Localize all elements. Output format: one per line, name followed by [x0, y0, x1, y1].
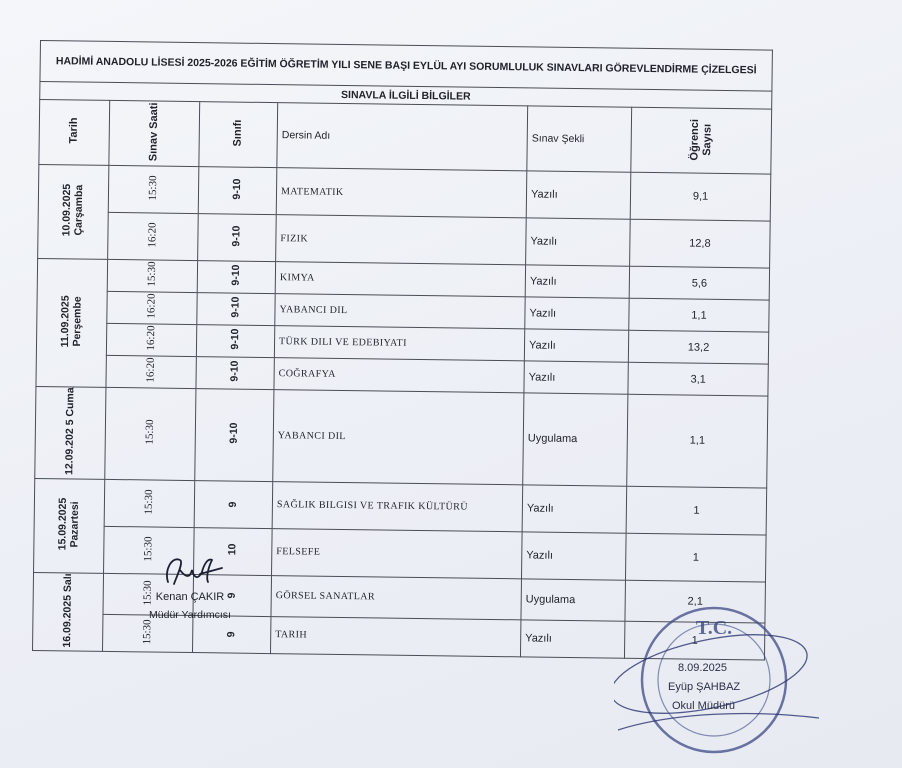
header-course: Dersin Adı [277, 103, 528, 171]
class-cell: 9 [226, 592, 239, 599]
section-heading: SINAVLA İLGİLİ BİLGİLER [40, 82, 772, 110]
time-cell: 15:30 [141, 619, 154, 645]
document-title: HADİMİ ANADOLU LİSESİ 2025-2026 EĞİTİM ÖĞRETİM YILI SENE BAŞI EYLÜL AYI SORUMLULUK SINAVLARI GÖREVLENDİRME ÇİZELGESİ [40, 41, 773, 92]
time-cell: 15:30 [145, 261, 159, 288]
date-cell: 11.09.2025 Perşembe [36, 258, 108, 387]
course-cell: YABANCI DIL [273, 390, 524, 485]
type-cell: Yazılı [526, 218, 631, 266]
time-cell: 16:20 [145, 325, 158, 352]
class-cell: 9-10 [230, 264, 243, 287]
handwritten-signature [150, 548, 230, 590]
type-cell: Yazılı [521, 531, 626, 579]
course-cell: SAĞLIK BILGISI VE TRAFIK KÜLTÜRÜ [272, 481, 523, 531]
count-cell: 1 [624, 621, 765, 659]
header-count: Öğrenci Sayısı [631, 107, 772, 174]
count-cell: 1,1 [629, 298, 769, 332]
class-cell: 9-10 [229, 328, 242, 351]
course-cell: MATEMATIK [276, 168, 527, 218]
header-class: Sınıfı [199, 102, 278, 168]
course-cell: GÖRSEL SANATLAR [271, 575, 522, 620]
count-cell: 13,2 [628, 330, 768, 364]
count-cell: 1,1 [627, 394, 768, 487]
course-cell: COĞRAFYA [274, 358, 524, 393]
course-cell: KIMYA [275, 262, 525, 297]
class-cell: 9 [225, 631, 238, 638]
header-date: Tarih [39, 100, 110, 166]
principal-stamp [614, 600, 824, 760]
table-row [35, 386, 768, 487]
class-cell: 9-10 [228, 422, 241, 444]
principal-name: Eyüp ŞAHBAZ [668, 681, 741, 693]
type-cell: Yazılı [524, 361, 628, 394]
course-cell: TÜRK DILI VE EDEBIYATI [274, 326, 524, 361]
type-cell: Yazılı [526, 171, 631, 219]
vice-principal-name: Kenan ÇAKIR [155, 591, 225, 603]
type-cell: Uygulama [521, 578, 626, 621]
class-cell: 9-10 [230, 225, 244, 247]
time-cell: 16:20 [145, 293, 158, 320]
vice-principal-role: Müdür Yardımcısı [149, 609, 231, 621]
principal-role: Okul Müdürü [672, 700, 735, 712]
count-cell: 1 [625, 533, 766, 582]
official-seal-icon [614, 600, 824, 760]
count-cell: 9,1 [630, 172, 771, 221]
date-cell: 12.09.202 5 Cuma [35, 386, 106, 478]
course-cell: FELSEFE [272, 528, 523, 578]
count-cell: 5,6 [629, 266, 769, 300]
class-cell: 9 [227, 501, 240, 508]
count-cell: 3,1 [628, 362, 768, 396]
type-cell: Uygulama [523, 393, 628, 486]
header-time: Sınav Saati [109, 100, 200, 166]
vice-principal-signature-block [140, 548, 240, 621]
time-cell: 15:30 [141, 580, 155, 606]
type-cell: Yazılı [525, 297, 629, 330]
type-cell: Yazılı [522, 484, 627, 532]
stamp-date: 8.09.2025 [678, 662, 727, 674]
class-cell: 9-10 [231, 178, 244, 200]
count-cell: 1 [626, 486, 767, 535]
header-type: Sınav Şekli [527, 106, 632, 172]
count-cell: 12,8 [630, 219, 771, 268]
course-cell: TARIH [270, 617, 520, 657]
time-cell: 16:20 [146, 222, 159, 248]
type-cell: Yazılı [524, 329, 628, 362]
time-cell: 15:30 [147, 175, 160, 201]
type-cell: Yazılı [520, 620, 624, 658]
class-cell: 10 [226, 543, 239, 556]
svg-text:T.C.: T.C. [695, 617, 733, 639]
count-cell: 2,1 [625, 580, 766, 623]
time-cell: 15:30 [142, 535, 155, 562]
class-cell: 9-10 [229, 296, 243, 319]
time-cell: 16:20 [144, 357, 158, 384]
date-cell: 16.09.2025 Salı [33, 572, 104, 651]
time-cell: 15:30 [142, 488, 156, 515]
course-cell: FIZIK [276, 215, 527, 265]
date-cell: 15.09.2025 Pazartesi [34, 478, 105, 573]
time-cell: 15:30 [143, 419, 157, 445]
type-cell: Yazılı [525, 265, 629, 298]
class-cell: 9-10 [229, 360, 242, 383]
course-cell: YABANCI DIL [275, 294, 525, 329]
date-cell: 10.09.2025 Çarşamba [38, 164, 109, 259]
table-header-row [39, 100, 772, 175]
